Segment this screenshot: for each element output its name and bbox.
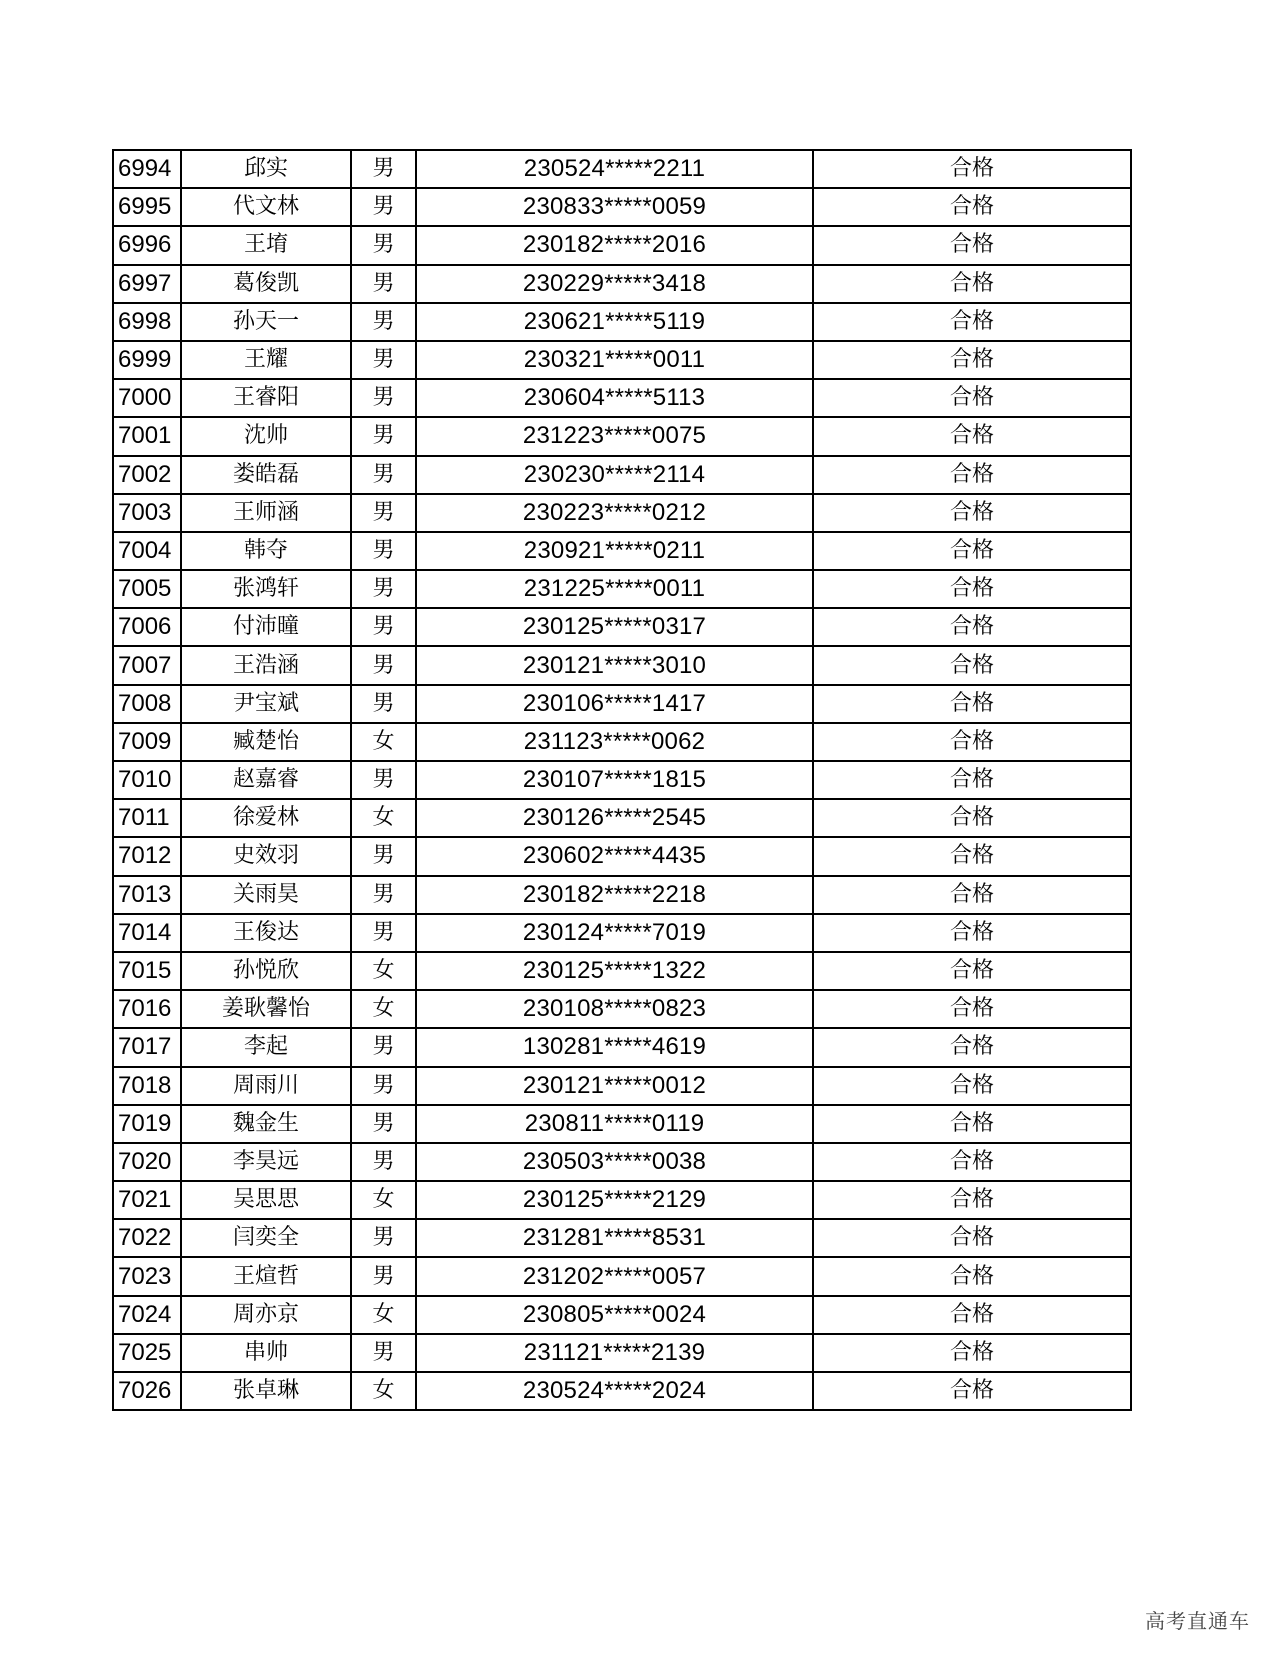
cell-number: 7002: [113, 456, 181, 494]
table-row: [113, 876, 1131, 914]
cell-number: 7003: [113, 494, 181, 532]
cell-result: 合格: [813, 876, 1131, 914]
cell-id-number: 230230*****2114: [416, 456, 813, 494]
cell-id-number: 230107*****1815: [416, 761, 813, 799]
cell-number: 6998: [113, 303, 181, 341]
cell-name: 王耀: [181, 341, 351, 379]
cell-result: 合格: [813, 723, 1131, 761]
cell-number: 7015: [113, 952, 181, 990]
cell-id-number: 230125*****0317: [416, 608, 813, 646]
cell-name: 孙悦欣: [181, 952, 351, 990]
cell-number: 7004: [113, 532, 181, 570]
table-row: [113, 1219, 1131, 1257]
cell-id-number: 230602*****4435: [416, 837, 813, 875]
cell-result: 合格: [813, 685, 1131, 723]
table-row: [113, 608, 1131, 646]
cell-id-number: 231123*****0062: [416, 723, 813, 761]
cell-name: 韩夺: [181, 532, 351, 570]
table-row: [113, 1028, 1131, 1066]
cell-sex: 男: [351, 226, 416, 264]
cell-result: 合格: [813, 1257, 1131, 1295]
cell-result: 合格: [813, 952, 1131, 990]
cell-number: 7016: [113, 990, 181, 1028]
cell-id-number: 230121*****0012: [416, 1067, 813, 1105]
cell-name: 魏金生: [181, 1105, 351, 1143]
cell-name: 付沛曈: [181, 608, 351, 646]
cell-number: 7024: [113, 1296, 181, 1334]
cell-number: 7023: [113, 1257, 181, 1295]
cell-name: 吴思思: [181, 1181, 351, 1219]
cell-result: 合格: [813, 417, 1131, 455]
cell-id-number: 230921*****0211: [416, 532, 813, 570]
cell-name: 王睿阳: [181, 379, 351, 417]
table-row: [113, 341, 1131, 379]
cell-number: 7012: [113, 837, 181, 875]
cell-sex: 男: [351, 150, 416, 188]
cell-result: 合格: [813, 1028, 1131, 1066]
table-row: [113, 761, 1131, 799]
cell-name: 关雨昊: [181, 876, 351, 914]
cell-name: 徐爱林: [181, 799, 351, 837]
cell-sex: 女: [351, 1296, 416, 1334]
cell-result: 合格: [813, 341, 1131, 379]
cell-sex: 男: [351, 265, 416, 303]
cell-result: 合格: [813, 799, 1131, 837]
cell-result: 合格: [813, 761, 1131, 799]
cell-number: 7006: [113, 608, 181, 646]
cell-number: 7009: [113, 723, 181, 761]
cell-sex: 男: [351, 494, 416, 532]
cell-sex: 男: [351, 379, 416, 417]
cell-number: 6997: [113, 265, 181, 303]
cell-name: 李起: [181, 1028, 351, 1066]
cell-name: 李昊远: [181, 1143, 351, 1181]
cell-sex: 男: [351, 646, 416, 684]
watermark: 高考直通车: [1145, 1609, 1250, 1633]
cell-name: 葛俊凯: [181, 265, 351, 303]
table-row: [113, 1143, 1131, 1181]
cell-id-number: 231225*****0011: [416, 570, 813, 608]
cell-sex: 男: [351, 914, 416, 952]
cell-name: 臧楚怡: [181, 723, 351, 761]
cell-id-number: 130281*****4619: [416, 1028, 813, 1066]
cell-id-number: 230125*****2129: [416, 1181, 813, 1219]
cell-id-number: 230182*****2016: [416, 226, 813, 264]
cell-result: 合格: [813, 226, 1131, 264]
cell-result: 合格: [813, 608, 1131, 646]
cell-id-number: 231121*****2139: [416, 1334, 813, 1372]
cell-number: 7021: [113, 1181, 181, 1219]
cell-sex: 男: [351, 341, 416, 379]
cell-sex: 男: [351, 1143, 416, 1181]
table-row: [113, 188, 1131, 226]
cell-name: 张鸿轩: [181, 570, 351, 608]
cell-name: 闫奕全: [181, 1219, 351, 1257]
cell-name: 张卓琳: [181, 1372, 351, 1410]
cell-result: 合格: [813, 1105, 1131, 1143]
cell-number: 7013: [113, 876, 181, 914]
table-row: [113, 990, 1131, 1028]
table-row: [113, 1181, 1131, 1219]
cell-result: 合格: [813, 379, 1131, 417]
table-row: [113, 914, 1131, 952]
cell-sex: 男: [351, 837, 416, 875]
table-row: [113, 1257, 1131, 1295]
cell-sex: 男: [351, 876, 416, 914]
cell-id-number: 230124*****7019: [416, 914, 813, 952]
cell-number: 7022: [113, 1219, 181, 1257]
cell-name: 王俊达: [181, 914, 351, 952]
table-row: [113, 646, 1131, 684]
cell-result: 合格: [813, 1181, 1131, 1219]
cell-name: 代文林: [181, 188, 351, 226]
cell-number: 7025: [113, 1334, 181, 1372]
cell-id-number: 230503*****0038: [416, 1143, 813, 1181]
cell-sex: 男: [351, 456, 416, 494]
table-row: [113, 1372, 1131, 1410]
cell-sex: 女: [351, 1181, 416, 1219]
cell-sex: 男: [351, 1105, 416, 1143]
cell-name: 王堉: [181, 226, 351, 264]
table-row: [113, 685, 1131, 723]
cell-number: 6999: [113, 341, 181, 379]
cell-number: 7017: [113, 1028, 181, 1066]
cell-name: 赵嘉睿: [181, 761, 351, 799]
cell-result: 合格: [813, 1067, 1131, 1105]
results-table-body: [113, 150, 1131, 1410]
cell-sex: 女: [351, 723, 416, 761]
table-row: [113, 494, 1131, 532]
cell-sex: 男: [351, 685, 416, 723]
cell-number: 7008: [113, 685, 181, 723]
cell-id-number: 230524*****2024: [416, 1372, 813, 1410]
cell-id-number: 230108*****0823: [416, 990, 813, 1028]
cell-id-number: 230121*****3010: [416, 646, 813, 684]
cell-sex: 男: [351, 761, 416, 799]
cell-number: 6994: [113, 150, 181, 188]
table-row: [113, 150, 1131, 188]
cell-result: 合格: [813, 532, 1131, 570]
cell-number: 7020: [113, 1143, 181, 1181]
cell-id-number: 230811*****0119: [416, 1105, 813, 1143]
cell-number: 7018: [113, 1067, 181, 1105]
cell-name: 王浩涵: [181, 646, 351, 684]
cell-result: 合格: [813, 646, 1131, 684]
cell-result: 合格: [813, 150, 1131, 188]
table-row: [113, 265, 1131, 303]
table-row: [113, 532, 1131, 570]
cell-result: 合格: [813, 494, 1131, 532]
results-table: [112, 149, 1132, 1411]
table-row: [113, 1105, 1131, 1143]
cell-result: 合格: [813, 570, 1131, 608]
cell-result: 合格: [813, 1296, 1131, 1334]
table-row: [113, 837, 1131, 875]
cell-id-number: 230621*****5119: [416, 303, 813, 341]
table-row: [113, 456, 1131, 494]
cell-number: 7005: [113, 570, 181, 608]
cell-name: 王师涵: [181, 494, 351, 532]
cell-id-number: 231202*****0057: [416, 1257, 813, 1295]
cell-id-number: 231223*****0075: [416, 417, 813, 455]
cell-sex: 女: [351, 799, 416, 837]
table-row: [113, 723, 1131, 761]
cell-name: 孙天一: [181, 303, 351, 341]
cell-number: 7011: [113, 799, 181, 837]
cell-id-number: 230524*****2211: [416, 150, 813, 188]
cell-sex: 男: [351, 1334, 416, 1372]
cell-name: 串帅: [181, 1334, 351, 1372]
cell-number: 7000: [113, 379, 181, 417]
cell-name: 周雨川: [181, 1067, 351, 1105]
cell-result: 合格: [813, 1372, 1131, 1410]
cell-number: 7001: [113, 417, 181, 455]
table-row: [113, 799, 1131, 837]
cell-number: 7010: [113, 761, 181, 799]
table-row: [113, 1067, 1131, 1105]
cell-result: 合格: [813, 990, 1131, 1028]
cell-id-number: 230126*****2545: [416, 799, 813, 837]
cell-result: 合格: [813, 1143, 1131, 1181]
cell-sex: 男: [351, 303, 416, 341]
cell-result: 合格: [813, 265, 1131, 303]
table-row: [113, 1334, 1131, 1372]
cell-number: 7026: [113, 1372, 181, 1410]
cell-number: 7014: [113, 914, 181, 952]
cell-id-number: 230106*****1417: [416, 685, 813, 723]
cell-result: 合格: [813, 1334, 1131, 1372]
table-row: [113, 379, 1131, 417]
table-row: [113, 226, 1131, 264]
cell-number: 7007: [113, 646, 181, 684]
cell-name: 姜耿馨怡: [181, 990, 351, 1028]
cell-name: 沈帅: [181, 417, 351, 455]
cell-id-number: 230223*****0212: [416, 494, 813, 532]
table-row: [113, 417, 1131, 455]
cell-id-number: 230182*****2218: [416, 876, 813, 914]
cell-id-number: 230805*****0024: [416, 1296, 813, 1334]
cell-id-number: 230125*****1322: [416, 952, 813, 990]
table-row: [113, 303, 1131, 341]
cell-id-number: 230604*****5113: [416, 379, 813, 417]
cell-sex: 男: [351, 570, 416, 608]
cell-sex: 男: [351, 1028, 416, 1066]
cell-result: 合格: [813, 456, 1131, 494]
cell-result: 合格: [813, 837, 1131, 875]
table-row: [113, 570, 1131, 608]
cell-result: 合格: [813, 188, 1131, 226]
cell-sex: 男: [351, 1067, 416, 1105]
cell-name: 邱实: [181, 150, 351, 188]
cell-number: 6996: [113, 226, 181, 264]
table-row: [113, 952, 1131, 990]
cell-id-number: 230833*****0059: [416, 188, 813, 226]
cell-result: 合格: [813, 303, 1131, 341]
cell-name: 王煊哲: [181, 1257, 351, 1295]
cell-sex: 女: [351, 952, 416, 990]
cell-sex: 女: [351, 990, 416, 1028]
cell-result: 合格: [813, 914, 1131, 952]
cell-name: 周亦京: [181, 1296, 351, 1334]
cell-sex: 男: [351, 608, 416, 646]
cell-name: 尹宝斌: [181, 685, 351, 723]
cell-number: 7019: [113, 1105, 181, 1143]
cell-id-number: 231281*****8531: [416, 1219, 813, 1257]
cell-id-number: 230321*****0011: [416, 341, 813, 379]
cell-sex: 男: [351, 417, 416, 455]
cell-sex: 男: [351, 1219, 416, 1257]
cell-sex: 男: [351, 1257, 416, 1295]
cell-sex: 男: [351, 532, 416, 570]
cell-number: 6995: [113, 188, 181, 226]
cell-sex: 男: [351, 188, 416, 226]
cell-sex: 女: [351, 1372, 416, 1410]
cell-name: 娄皓磊: [181, 456, 351, 494]
cell-result: 合格: [813, 1219, 1131, 1257]
cell-id-number: 230229*****3418: [416, 265, 813, 303]
table-row: [113, 1296, 1131, 1334]
cell-name: 史效羽: [181, 837, 351, 875]
